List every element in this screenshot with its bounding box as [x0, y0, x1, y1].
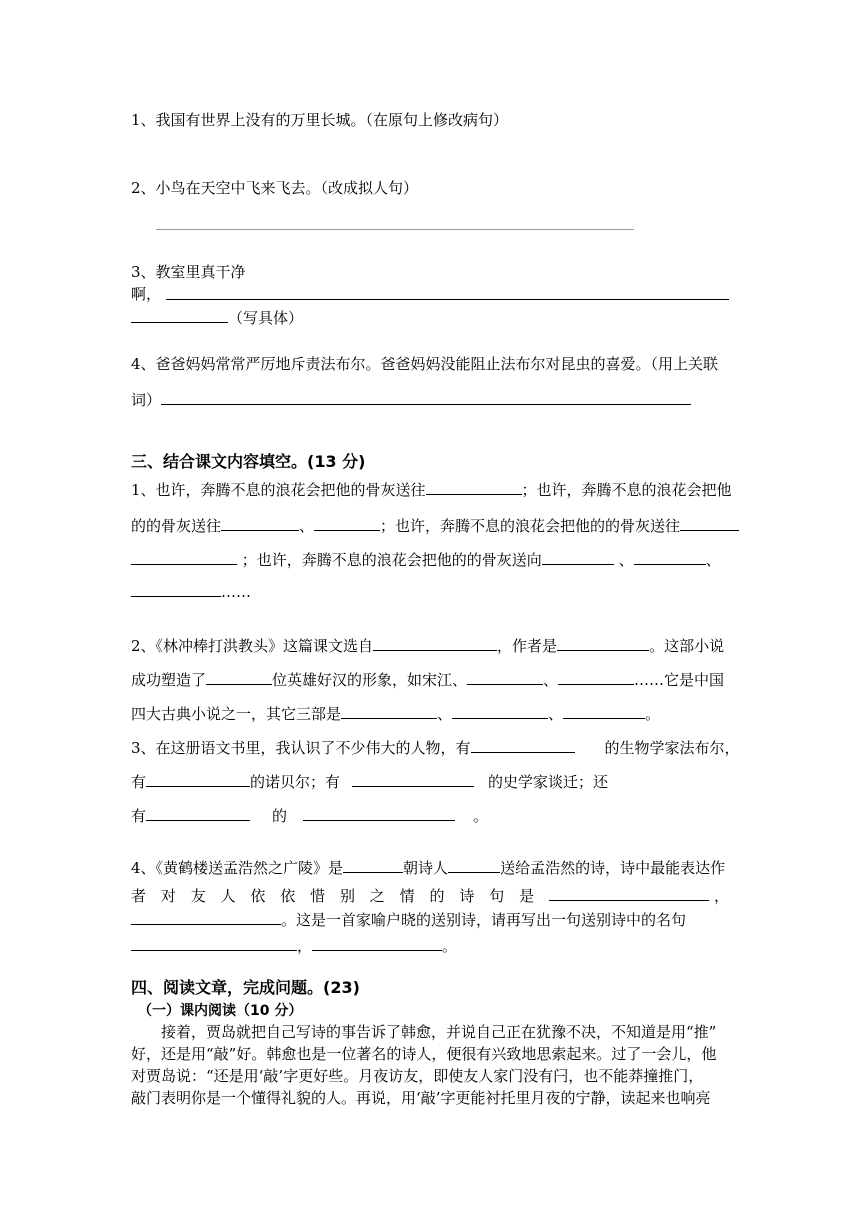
question-2-1: 1、我国有世界上没有的万里长城。（在原句上修改病句） — [131, 111, 509, 129]
answer-blank[interactable] — [557, 634, 649, 651]
answer-blank[interactable] — [452, 702, 548, 719]
paragraph-line: 好，还是用“敲”好。韩愈也是一位著名的诗人，便很有兴致地思索起来。过了一会儿，他 — [131, 1045, 717, 1063]
question-3-1-line3: ；也许，奔腾不息的浪花会把他的的骨灰送向 、 、 — [131, 548, 721, 570]
answer-blank[interactable] — [467, 668, 543, 685]
answer-blank[interactable] — [426, 478, 522, 495]
question-2-4-cont: 词） — [131, 388, 691, 410]
question-3-3-line1: 3、在这册语文书里，我认识了不少伟大的人物，有 的生物学家法布尔， — [131, 736, 740, 758]
answer-blank[interactable] — [373, 634, 497, 651]
answer-blank[interactable] — [131, 580, 221, 597]
question-2-3-cont: 啊， — [131, 285, 162, 303]
answer-blank[interactable] — [558, 668, 634, 685]
answer-blank[interactable] — [341, 702, 437, 719]
answer-blank[interactable] — [634, 548, 706, 565]
answer-blank[interactable] — [352, 770, 474, 787]
answer-blank[interactable] — [206, 668, 272, 685]
answer-blank[interactable] — [221, 514, 299, 531]
question-3-1-line4: …… — [131, 580, 251, 602]
answer-blank[interactable] — [312, 934, 442, 951]
answer-blank[interactable] — [131, 548, 237, 565]
paragraph-line: 敲门表明你是一个懂得礼貌的人。再说，用‘敲’字更能衬托里月夜的宁静，读起来也响亮 — [131, 1089, 711, 1107]
question-2-3: 3、教室里真干净 — [131, 263, 246, 281]
answer-blank[interactable] — [131, 934, 297, 951]
question-3-3-line3: 有 的 。 — [131, 804, 488, 826]
answer-blank[interactable] — [680, 514, 739, 531]
answer-blank[interactable] — [448, 856, 500, 873]
question-2-3-end: （写具体） — [131, 306, 303, 328]
answer-blank[interactable] — [161, 388, 691, 405]
answer-line[interactable] — [156, 229, 634, 230]
question-3-4-line1: 4、《黄鹤楼送孟浩然之广陵》是 朝诗人 送给孟浩然的诗，诗中最能表达作 — [131, 856, 725, 878]
answer-blank[interactable] — [471, 736, 575, 753]
question-3-2-line1: 2、《林冲棒打洪教头》这篇课文选自 ，作者是 。这部小说 — [131, 634, 724, 656]
answer-blank[interactable] — [343, 856, 403, 873]
subsection-heading: （一）课内阅读（10 分） — [138, 1003, 303, 1019]
section-4-heading: 四、阅读文章，完成问题。(23) — [131, 978, 360, 997]
answer-blank[interactable] — [146, 770, 250, 787]
answer-blank[interactable] — [314, 514, 380, 531]
answer-blank[interactable] — [146, 804, 250, 821]
question-3-4-line2: 者 对 友 人 依 依 惜 别 之 情 的 诗 句 是 ， — [131, 884, 729, 906]
question-3-1-line2: 的的骨灰送往 、 ；也许，奔腾不息的浪花会把他的的骨灰送往 — [131, 514, 739, 536]
answer-blank[interactable] — [303, 804, 455, 821]
question-3-2-line2: 成功塑造了 位英雄好汉的形象，如宋江、 、 ……它是中国 — [131, 668, 724, 690]
paragraph-line: 接着，贾岛就把自己写诗的事告诉了韩愈，并说自己正在犹豫不决，不知道是用“推” — [161, 1023, 717, 1041]
answer-blank[interactable] — [131, 908, 281, 925]
question-3-3-line2: 有 的诺贝尔；有 的史学家谈迁；还 — [131, 770, 608, 792]
answer-line[interactable] — [166, 299, 729, 300]
question-3-4-line3: 。这是一首家喻户晓的送别诗，请再写出一句送别诗中的名句 — [131, 908, 686, 930]
answer-blank[interactable] — [549, 884, 709, 901]
question-2-2: 2、小鸟在天空中飞来飞去。（改成拟人句） — [131, 179, 419, 197]
question-3-1-line1: 1、也许，奔腾不息的浪花会把他的骨灰送往 ；也许，奔腾不息的浪花会把他 — [131, 478, 732, 500]
section-3-heading: 三、结合课文内容填空。(13 分) — [131, 452, 366, 471]
question-2-4: 4、爸爸妈妈常常严厉地斥责法布尔。爸爸妈妈没能阻止法布尔对昆虫的喜爱。（用上关联 — [131, 355, 719, 373]
answer-blank[interactable] — [131, 306, 228, 323]
answer-blank[interactable] — [563, 702, 645, 719]
answer-blank[interactable] — [542, 548, 614, 565]
paragraph-line: 对贾岛说：“还是用‘敲’字更好些。月夜访友，即使友人家门没有闩，也不能莽撞推门， — [131, 1067, 704, 1085]
question-3-2-line3: 四大古典小说之一，其它三部是 、 、 。 — [131, 702, 660, 724]
question-3-4-line4: ， 。 — [131, 934, 457, 956]
